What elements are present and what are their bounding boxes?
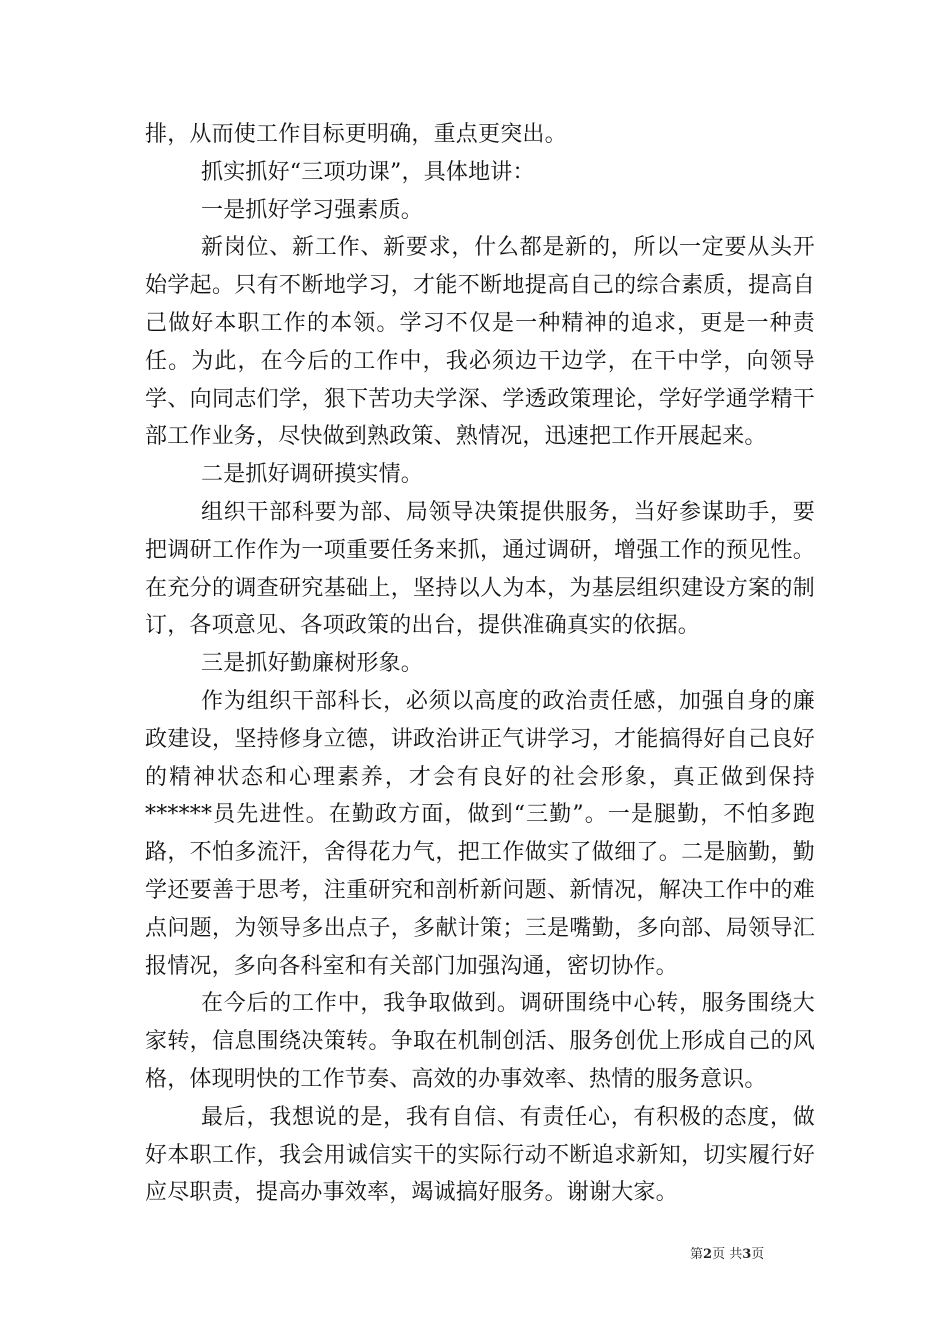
document-body xyxy=(145,116,815,1212)
heading-integrity: 三是抓好勤廉树形象。 xyxy=(201,651,424,677)
paragraph-integrity: 作为组织干部科长，必须以高度的政治责任感，加强自身的廉政建设，坚持修身立德，讲政治讲正气讲学习，才能搞得好自己良好的精神状态和心理素养，才会有良好的社会形象，真正做到保持******员先进性。在勤政方面，做到“三勤”。一是腿勤，不怕多跑路，不怕多流汗，舍得花力气，把工作做实了做细了。二是脑勤，勤学还要善于思考，注重研究和剖析新问题、新情况，解决工作中的难点问题，为领导多出点子，多献计策；三是嘴勤，多向部、局领导汇报情况，多向各科室和有关部门加强沟通，密切协作。 xyxy=(145,688,815,979)
heading-study: 一是抓好学习强素质。 xyxy=(201,197,424,223)
footer-current-page: 2 xyxy=(703,1247,713,1262)
footer-suffix: 页 xyxy=(751,1247,765,1262)
paragraph-research: 组织干部科要为部、局领导决策提供服务，当好参谋助手，要把调研工作作为一项重要任务来抓，通过调研，增强工作的预见性。在充分的调查研究基础上，坚持以人为本，为基层组织建设方案的制订，各项意见、各项政策的出台，提供准确真实的依据。 xyxy=(145,499,815,639)
paragraph-closing: 最后，我想说的是，我有自信、有责任心，有积极的态度，做好本职工作，我会用诚信实干的实际行动不断追求新知，切实履行好应尽职责，提高办事效率，竭诚搞好服务。谢谢大家。 xyxy=(145,1104,815,1206)
paragraph-intro: 抓实抓好“三项功课”，具体地讲： xyxy=(201,159,535,185)
footer-total-pages: 3 xyxy=(742,1247,752,1262)
paragraph-continuation: 排，从而使工作目标更明确，重点更突出。 xyxy=(145,122,567,147)
page-footer xyxy=(690,1246,810,1264)
footer-middle: 页 共 xyxy=(712,1247,743,1262)
footer-prefix: 第 xyxy=(690,1247,704,1262)
paragraph-study: 新岗位、新工作、新要求，什么都是新的，所以一定要从头开始学起。只有不断地学习，才能不断地提高自己的综合素质，提高自己做好本职工作的本领。学习不仅是一种精神的追求，更是一种责任。为此，在今后的工作中，我必须边干边学，在干中学，向领导学、向同志们学，狠下苦功夫学深、学透政策理论，学好学通学精干部工作业务，尽快做到熟政策、熟情况，迅速把工作开展起来。 xyxy=(145,235,815,450)
heading-research: 二是抓好调研摸实情。 xyxy=(201,462,424,488)
paragraph-future-work: 在今后的工作中，我争取做到。调研围绕中心转，服务围绕大家转，信息围绕决策转。争取在机制创活、服务创优上形成自己的风格，体现明快的工作节奏、高效的办事效率、热情的服务意识。 xyxy=(145,991,815,1092)
